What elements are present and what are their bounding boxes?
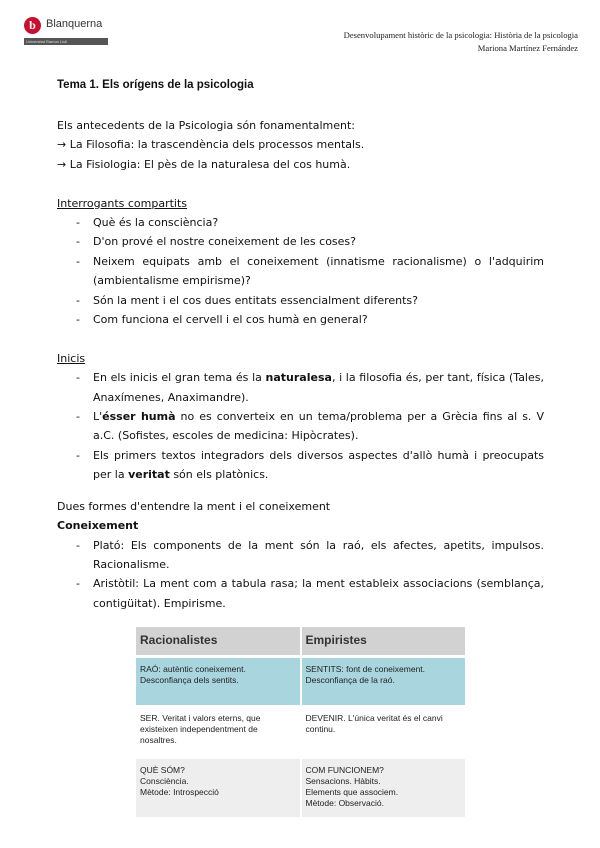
intro-item: → La Filosofia: la trascendència dels processos mentals. (57, 138, 365, 152)
table-row (136, 657, 465, 707)
header-racionalistes: Racionalistes (136, 627, 301, 657)
document-body (57, 116, 544, 817)
list-item: - Com funciona el cervell i el cos humà en general? (57, 310, 544, 329)
table-cell: SENTITS: font de coneixement. Desconfiança de la raó. (301, 657, 466, 707)
list-item: - L'ésser humà no es converteix en un tema/problema per a Grècia fins al s. V a.C. (Sofistes, escoles de medicina: Hipòcrates). (57, 407, 544, 446)
inicis-list (57, 368, 544, 484)
logo-name: Blanquerna (46, 18, 103, 30)
list-item: - Aristòtil: La ment com a tabula rasa; la ment estableix associacions (semblança, contigüitat). Empirisme. (57, 574, 544, 613)
table-cell: QUÈ SÓM? Consciència. Mètode: Introspecció (136, 758, 301, 817)
section-heading-coneixement: Coneixement (57, 519, 139, 533)
logo-subtitle: Universitat Ramon Llull (24, 38, 108, 45)
list-item: - En els inicis el gran tema és la naturalesa, i la filosofia és, per tant, física (Tales, Anaxímenes, Anaximandre). (57, 368, 544, 407)
intro-lead: Els antecedents de la Psicologia són fonamentalment: (57, 119, 355, 132)
list-item: - Què és la consciència? (57, 213, 544, 232)
table-row (136, 758, 465, 817)
list-item: - Plató: Els components de la ment són la raó, els afectes, apetits, impulsos. Racionalisme. (57, 536, 544, 575)
bold-term: naturalesa (265, 371, 332, 385)
logo-mark: b (24, 17, 41, 34)
list-item: - Són la ment i el cos dues entitats essencialment diferents? (57, 291, 544, 310)
table-row (136, 706, 465, 758)
list-item: - Neixem equipats amb el coneixement (innatisme racionalisme) o l'adquirim (ambientalisme empirisme)? (57, 252, 544, 291)
table-header-row (136, 627, 465, 657)
coneixement-list (57, 536, 544, 614)
page-title: Tema 1. Els orígens de la psicologia (57, 79, 254, 91)
table-cell: DEVENIR. L'única veritat és el canvi continu. (301, 706, 466, 758)
bold-term: ésser humà (102, 410, 176, 424)
list-item: - D'on prové el nostre coneixement de les coses? (57, 232, 544, 251)
blanquerna-logo (24, 17, 108, 47)
course-title: Desenvolupament històric de la psicologia: Història de la psicologia (343, 30, 578, 40)
section-heading-interrogants: Interrogants compartits (57, 196, 188, 210)
header-empiristes: Empiristes (301, 627, 466, 657)
page-header (344, 29, 578, 55)
table-cell: COM FUNCIONEM? Sensacions. Hàbits. Elements que associem. Mètode: Observació. (301, 758, 466, 817)
comparison-table (136, 627, 465, 817)
section-heading-inicis: Inicis (57, 351, 86, 365)
list-item: - Els primers textos integradors dels diversos aspectes d'allò humà i preocupats per la veritat són els platònics. (57, 446, 544, 485)
author-name: Mariona Martínez Fernández (477, 43, 578, 53)
table-cell: RAÓ: autèntic coneixement. Desconfiança dels sentits. (136, 657, 301, 707)
bold-term: veritat (128, 468, 170, 482)
comparison-table-wrapper (136, 627, 465, 817)
intro-item: → La Fisiologia: El pès de la naturalesa del cos humà. (57, 157, 351, 171)
table-cell: SER. Veritat i valors eterns, que existeixen independentment de nosaltres. (136, 706, 301, 758)
interrogants-list (57, 213, 544, 329)
coneixement-lead: Dues formes d'entendre la ment i el coneixement (57, 499, 331, 513)
